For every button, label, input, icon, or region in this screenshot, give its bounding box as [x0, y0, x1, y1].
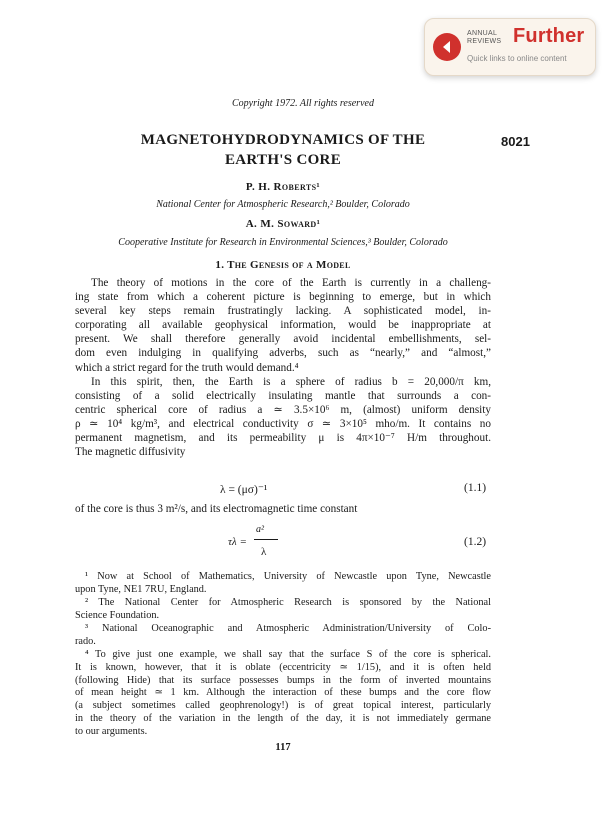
footnote-3 — [75, 623, 491, 649]
paragraph-line: The theory of motions in the core of the Earth is currently in a challeng- — [91, 277, 491, 289]
paragraph-line: The magnetic diffusivity — [75, 446, 186, 459]
equation-1-2-denominator: λ — [261, 546, 267, 558]
footnote-line: upon Tyne, NE1 7RU, England. — [75, 583, 207, 595]
footnote-2 — [75, 597, 491, 623]
paragraph-line: corporating all available geophysical information, would be inappropriate at — [75, 319, 491, 332]
paragraph-line: of the core is thus 3 m²/s, and its electromagnetic time constant — [75, 503, 358, 515]
paragraph-line: In this spirit, then, the Earth is a sphere of radius b = 20,000/π km, — [91, 376, 491, 388]
annual-reviews-further-badge[interactable] — [424, 18, 596, 76]
paragraph-line: several key steps remain frustratingly lacking. A sophisticated model, in- — [75, 305, 491, 318]
footnote-line: (following Hide) that its surface possesses bumps in the form of inverted mountains — [75, 674, 491, 686]
article-code: 8021 — [501, 134, 530, 149]
equation-1-1: λ = (μσ)⁻¹ — [220, 484, 268, 496]
footnote-line: ⁴ To give just one example, we shall say that the surface S of the core is spherical. — [85, 649, 491, 660]
annual-reviews-logo-text: ANNUAL REVIEWS — [467, 30, 502, 45]
author-soward: A. M. Soward¹ — [245, 218, 321, 230]
paragraph-line: dom even indulging in qualifying adverbs, such as “nearly,” and “almost,” — [75, 347, 491, 360]
footnote-line: Science Foundation. — [75, 609, 160, 621]
play-arrow-icon — [433, 33, 461, 61]
footnote-line: ¹ Now at School of Mathematics, University of Newcastle upon Tyne, Newcastle — [85, 571, 491, 582]
footnote-line: (a subject sometimes called geophrenology!) is of great topical interest, particularly — [75, 700, 491, 712]
paragraph-line: ing state from which a coherent picture is beginning to emerge, but in which — [75, 291, 491, 304]
footnote-line: rado. — [75, 635, 96, 647]
paragraph-1 — [75, 276, 491, 375]
affiliation-soward: Cooperative Institute for Research in Environmental Sciences,³ Boulder, Colorado — [118, 237, 448, 248]
footnote-1 — [75, 571, 491, 597]
article-title-line-2: EARTH'S CORE — [224, 152, 341, 168]
fraction-bar — [254, 539, 278, 540]
paragraph-line: which a strict regard for the truth would demand.⁴ — [75, 361, 299, 374]
footnote-line: ² The National Center for Atmospheric Research is sponsored by the National — [85, 597, 491, 608]
affiliation-roberts: National Center for Atmospheric Research,² Boulder, Colorado — [156, 199, 410, 210]
footnote-line: to our arguments. — [75, 725, 148, 737]
equation-number-1-2: (1.2) — [464, 536, 487, 548]
footnote-line: ³ National Oceanographic and Atmospheric Administration/University of Colo- — [85, 623, 491, 634]
equation-1-2-numerator: a² — [256, 524, 264, 535]
equation-1-2-lhs: τλ = — [228, 536, 247, 548]
paragraph-line: permanent magnetism, and its permeability μ is 4π×10⁻⁷ H/m throughout. — [75, 432, 491, 445]
paragraph-3 — [75, 502, 491, 516]
equation-number-1-1: (1.1) — [464, 482, 487, 494]
further-label: Further — [513, 25, 585, 47]
footnote-line: in the theory of the variation in the length of the day, it is not immediately germane — [75, 712, 491, 724]
paragraph-line: present. We shall therefore generally avoid incidental embellishments, sel- — [75, 333, 491, 346]
copyright-notice: Copyright 1972. All rights reserved — [232, 98, 374, 109]
page-number: 117 — [275, 742, 291, 753]
paragraph-2 — [75, 375, 491, 460]
footnote-4 — [75, 649, 491, 739]
paragraph-line: centric spherical core of radius a ≃ 3.5×10⁶ m, (almost) uniform density — [75, 404, 491, 417]
section-heading: 1. The Genesis of a Model — [215, 259, 351, 271]
author-roberts: P. H. Roberts¹ — [245, 181, 321, 193]
paragraph-line: ρ ≃ 10⁴ kg/m³, and electrical conductivity σ ≃ 3×10⁵ mho/m. It contains no — [75, 418, 491, 431]
article-title-line-1: MAGNETOHYDRODYNAMICS OF THE — [140, 132, 426, 148]
footnote-line: It is known, however, that it is oblate (eccentricity ≃ 1/15), and it is often held — [75, 661, 491, 673]
paragraph-line: consisting of a solid electrically insulating mantle that surrounds a con- — [75, 390, 491, 403]
footnote-line: of mean height ≃ 1 km. Although the interaction of these bumps and the core flow — [75, 687, 491, 699]
quick-links-label: Quick links to online content — [467, 54, 567, 63]
